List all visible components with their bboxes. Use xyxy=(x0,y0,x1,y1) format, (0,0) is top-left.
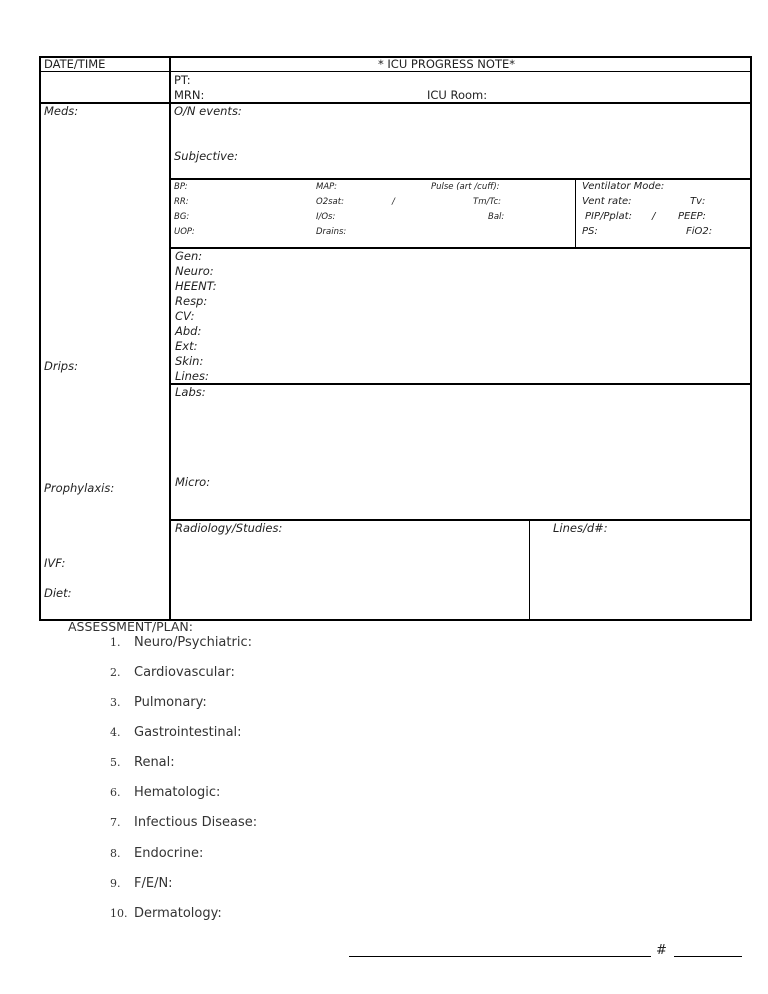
item-label: Dermatology: xyxy=(134,906,222,921)
signature-line xyxy=(349,956,651,957)
ps-label: PS: xyxy=(582,226,598,237)
assessment-item-neuro xyxy=(110,635,252,651)
column-divider xyxy=(169,56,171,621)
item-number: 8. xyxy=(110,847,121,860)
item-label: Cardiovascular: xyxy=(134,665,235,680)
vent-rate-label: Vent rate: xyxy=(582,196,632,207)
item-label: Neuro/Psychiatric: xyxy=(134,635,252,650)
pulse-label: Pulse (art /cuff): xyxy=(431,182,500,192)
subjective-label: Subjective: xyxy=(174,149,238,163)
drains-label: Drains: xyxy=(316,227,347,237)
pager-hash: # xyxy=(656,943,667,958)
exam-abd: Abd: xyxy=(175,324,202,338)
item-number: 7. xyxy=(110,816,121,829)
radiology-label: Radiology/Studies: xyxy=(175,521,283,535)
item-label: Pulmonary: xyxy=(134,695,207,710)
mrn-label: MRN: xyxy=(174,88,205,102)
pip-label: PIP/Pplat: xyxy=(585,211,632,222)
assessment-item-renal xyxy=(110,755,175,771)
diet-label: Diet: xyxy=(44,586,72,600)
tv-label: Tv: xyxy=(690,196,706,207)
exam-cv: CV: xyxy=(175,309,195,323)
icu-room-label: ICU Room: xyxy=(427,88,488,102)
rr-label: RR: xyxy=(174,197,189,207)
assessment-item-dermatology xyxy=(110,906,222,922)
lines-days-label: Lines/d#: xyxy=(553,521,608,535)
exam-gen: Gen: xyxy=(175,249,203,263)
labs-label: Labs: xyxy=(175,385,206,399)
item-number: 6. xyxy=(110,786,121,799)
item-label: Gastrointestinal: xyxy=(134,725,242,740)
studies-divider xyxy=(529,519,530,621)
tmtc-label: Tm/Tc: xyxy=(473,197,502,207)
prophylaxis-label: Prophylaxis: xyxy=(44,481,115,495)
datetime-label: DATE/TIME xyxy=(44,57,106,71)
exam-lines: Lines: xyxy=(175,369,209,383)
item-label: F/E/N: xyxy=(134,876,173,891)
o2sat-label: O2sat: xyxy=(316,197,344,207)
pager-line xyxy=(674,956,742,957)
fio2-label: FiO2: xyxy=(686,226,713,237)
exam-neuro: Neuro: xyxy=(175,264,214,278)
map-label: MAP: xyxy=(316,182,337,192)
meds-label: Meds: xyxy=(44,104,79,118)
border-right xyxy=(750,56,752,621)
header-divider xyxy=(39,71,752,72)
drips-label: Drips: xyxy=(44,359,78,373)
bal-label: Bal: xyxy=(488,212,505,222)
item-number: 2. xyxy=(110,666,121,679)
item-number: 1. xyxy=(110,636,121,649)
micro-label: Micro: xyxy=(175,475,211,489)
item-number: 3. xyxy=(110,696,121,709)
pt-label: PT: xyxy=(174,73,191,87)
border-left xyxy=(39,56,41,621)
o2sat-slash: / xyxy=(392,197,395,207)
item-label: Hematologic: xyxy=(134,785,221,800)
ios-label: I/Os: xyxy=(316,212,336,222)
exam-skin: Skin: xyxy=(175,354,204,368)
pt-row-divider xyxy=(39,102,752,104)
item-label: Infectious Disease: xyxy=(134,815,258,830)
assessment-item-cardiovascular xyxy=(110,665,235,681)
exam-resp: Resp: xyxy=(175,294,208,308)
ivf-label: IVF: xyxy=(44,556,66,570)
vent-mode-label: Ventilator Mode: xyxy=(582,181,665,192)
assessment-item-endocrine xyxy=(110,846,203,862)
uop-label: UOP: xyxy=(174,227,195,237)
bg-label: BG: xyxy=(174,212,190,222)
pip-slash: / xyxy=(652,211,656,222)
assessment-item-gastrointestinal xyxy=(110,725,242,741)
peep-label: PEEP: xyxy=(678,211,706,222)
item-number: 9. xyxy=(110,877,121,890)
page-title: * ICU PROGRESS NOTE* xyxy=(378,57,515,71)
item-number: 10. xyxy=(110,907,128,920)
item-number: 4. xyxy=(110,726,121,739)
assessment-item-infectious xyxy=(110,815,257,831)
vitals-bottom xyxy=(169,247,752,249)
assessment-title: ASSESSMENT/PLAN: xyxy=(68,619,193,634)
bp-label: BP: xyxy=(174,182,188,192)
item-number: 5. xyxy=(110,756,121,769)
assessment-item-hematologic xyxy=(110,785,220,801)
item-label: Endocrine: xyxy=(134,846,204,861)
on-events-label: O/N events: xyxy=(174,104,242,118)
assessment-item-pulmonary xyxy=(110,695,207,711)
item-label: Renal: xyxy=(134,755,175,770)
vitals-top xyxy=(169,178,752,180)
assessment-item-fen xyxy=(110,876,173,892)
exam-bottom xyxy=(169,383,752,385)
exam-ext: Ext: xyxy=(175,339,198,353)
vitals-vent-divider xyxy=(575,178,576,248)
exam-heent: HEENT: xyxy=(175,279,217,293)
